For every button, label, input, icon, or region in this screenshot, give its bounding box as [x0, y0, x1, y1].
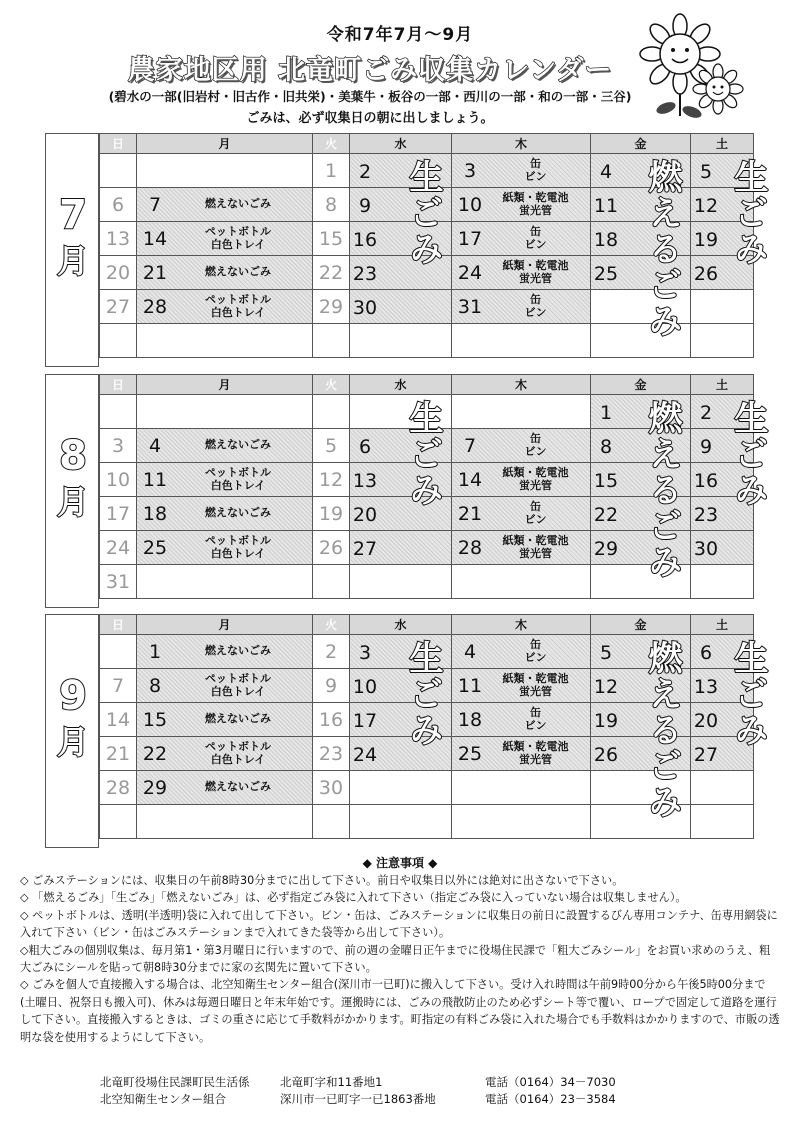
day-cell: 10 — [100, 463, 137, 497]
day-number: 23 — [693, 504, 719, 526]
month-label — [45, 133, 99, 367]
day-number: 2 — [358, 161, 372, 183]
garbage-type: ペットボトル 白色トレイ — [205, 533, 271, 560]
day-cell — [137, 737, 313, 771]
day-cell: 16 — [313, 703, 350, 737]
page-title: 農家地区用 北竜町ごみ収集カレンダー — [127, 55, 613, 86]
sat-raw-garbage-label: 生ごみ — [728, 400, 768, 508]
day-cell: 24 — [100, 531, 137, 565]
day-cell — [452, 429, 591, 463]
day-cell — [350, 565, 452, 599]
day-cell — [137, 154, 313, 188]
day-number: 20 — [693, 710, 719, 732]
day-cell — [691, 324, 754, 358]
day-cell — [137, 395, 313, 429]
day-number: 27 — [693, 744, 719, 766]
contact-org: 北竜町役場住民課町民生活係 — [100, 1075, 250, 1089]
day-cell: 30 — [313, 771, 350, 805]
day-number: 17 — [352, 710, 378, 732]
day-cell: 9 — [313, 669, 350, 703]
day-number: 28 — [142, 295, 168, 318]
day-number: 29 — [593, 538, 619, 560]
day-number: 5 — [599, 642, 613, 664]
day-number: 4 — [148, 434, 162, 457]
collection-notice: ごみは、必ず収集日の朝に出しましょう。 — [246, 111, 494, 126]
day-number: 24 — [352, 744, 378, 766]
garbage-type: 燃えないごみ — [205, 780, 271, 794]
garbage-type: 燃えないごみ — [205, 197, 271, 211]
month-number: 7 — [59, 192, 87, 238]
day-number: 22 — [142, 742, 168, 765]
fri-burnable-garbage-label: 燃えるごみ — [642, 640, 682, 820]
day-number: 25 — [142, 536, 168, 559]
day-number: 2 — [699, 402, 713, 424]
day-number: 14 — [142, 227, 168, 250]
day-cell — [100, 635, 137, 669]
day-cell: 8 — [313, 188, 350, 222]
day-cell: 5 — [313, 429, 350, 463]
note-item: ◇ ごみステーションには、収集日の午前8時30分までに出して下さい。前日や収集日以外には絶対に出さないで下さい。 — [20, 874, 624, 887]
day-cell — [100, 324, 137, 358]
day-cell — [691, 771, 754, 805]
day-number: 18 — [457, 708, 483, 731]
day-cell: 27 — [100, 290, 137, 324]
weekday-header: 金 — [591, 134, 691, 154]
day-cell — [137, 497, 313, 531]
day-number: 30 — [693, 538, 719, 560]
contact-row — [100, 1091, 720, 1108]
day-cell — [350, 324, 452, 358]
day-cell — [137, 771, 313, 805]
day-number: 21 — [457, 502, 483, 525]
day-cell: 2 — [313, 635, 350, 669]
garbage-type: 燃えないごみ — [205, 506, 271, 520]
day-number: 25 — [457, 742, 483, 765]
contact-phone: 電話（0164）34－7030 — [485, 1075, 616, 1089]
weekday-header: 火 — [313, 615, 350, 635]
garbage-type: ペットボトル 白色トレイ — [205, 292, 271, 319]
day-number: 18 — [142, 502, 168, 525]
weekday-header: 土 — [691, 134, 754, 154]
month-label — [45, 614, 99, 848]
day-cell — [137, 429, 313, 463]
day-number: 13 — [352, 470, 378, 492]
day-cell: 28 — [100, 771, 137, 805]
day-cell — [313, 565, 350, 599]
day-cell — [137, 703, 313, 737]
contact-row — [100, 1074, 720, 1091]
contact-org: 北空知衛生センター組合 — [100, 1092, 227, 1106]
day-cell — [452, 256, 591, 290]
day-cell: 6 — [100, 188, 137, 222]
day-cell: 20 — [100, 256, 137, 290]
day-cell: 26 — [313, 531, 350, 565]
garbage-type: ペットボトル 白色トレイ — [205, 739, 271, 766]
weekday-header: 水 — [350, 615, 452, 635]
day-number: 11 — [593, 195, 619, 217]
fri-burnable-garbage-label: 燃えるごみ — [642, 159, 682, 339]
note-item: ◇ ごみを個人で直接搬入する場合は、北空知衛生センター組合(深川市一已町)に搬入して下さい。受け入れ時間は午前9時00分から午後5時00分まで(土曜日、祝祭日も搬入可)、休みは毎週日曜日と年末年始です。運搬時には、ごみの飛散防止のため必ずシート等で覆い、ロープで固定して道路を運行して下さい。直接搬入するときは、ゴミの重さに応じて手数料がかかります。町指定の有料ごみ袋に入れた場合でも手数料はかかりますので、市販の透明な袋を使用するようにして下さい。 — [20, 978, 780, 1044]
weekday-header: 水 — [350, 375, 452, 395]
day-number: 7 — [463, 434, 477, 457]
day-cell — [137, 805, 313, 839]
day-cell — [137, 463, 313, 497]
day-cell — [137, 256, 313, 290]
day-number: 11 — [457, 674, 483, 697]
day-number: 30 — [352, 297, 378, 319]
day-cell — [452, 497, 591, 531]
day-cell: 17 — [100, 497, 137, 531]
day-cell — [452, 703, 591, 737]
day-cell — [452, 635, 591, 669]
month-label — [45, 374, 99, 608]
garbage-type: ペットボトル 白色トレイ — [205, 671, 271, 698]
day-number: 15 — [593, 470, 619, 492]
day-number: 10 — [352, 676, 378, 698]
day-number: 6 — [699, 642, 713, 664]
garbage-type: 缶 ビン — [524, 637, 547, 664]
day-number: 21 — [142, 261, 168, 284]
day-cell — [452, 154, 591, 188]
note-item: ◇ 「燃えるごみ」「生ごみ」「燃えないごみ」は、必ず指定ごみ袋に入れて下さい（指定ごみ袋に入っていない場合は収集しません）。 — [20, 891, 687, 905]
calendar-period: 令和7年7月～9月 — [326, 25, 474, 45]
day-number: 8 — [148, 674, 162, 697]
day-cell — [100, 154, 137, 188]
day-cell — [350, 531, 452, 565]
contact-phone: 電話（0164）23－3584 — [485, 1092, 616, 1106]
garbage-type: 缶 ビン — [524, 499, 547, 526]
day-number: 12 — [593, 676, 619, 698]
weekday-header: 日 — [100, 134, 137, 154]
day-cell — [137, 635, 313, 669]
contact-address: 北竜町字和11番地1 — [280, 1075, 383, 1089]
sat-raw-garbage-label: 生ごみ — [728, 159, 768, 267]
garbage-type: 燃えないごみ — [205, 438, 271, 452]
day-number: 3 — [358, 642, 372, 664]
day-number: 14 — [457, 468, 483, 491]
day-number: 26 — [593, 744, 619, 766]
garbage-type: 燃えないごみ — [205, 265, 271, 279]
weekday-header: 月 — [137, 134, 313, 154]
day-cell — [452, 805, 591, 839]
day-number: 12 — [693, 195, 719, 217]
day-cell — [100, 805, 137, 839]
garbage-type: 紙類・乾電池 蛍光管 — [502, 465, 569, 492]
contacts — [100, 1074, 720, 1108]
day-cell: 23 — [313, 737, 350, 771]
wed-raw-garbage-label: 生ごみ — [403, 159, 443, 267]
weekday-header: 木 — [452, 615, 591, 635]
wed-raw-garbage-label: 生ごみ — [403, 640, 443, 748]
fri-burnable-garbage-label: 燃えるごみ — [642, 400, 682, 580]
day-cell: 1 — [313, 154, 350, 188]
day-number: 19 — [693, 229, 719, 251]
day-number: 7 — [148, 193, 162, 216]
day-cell — [137, 531, 313, 565]
contact-address: 深川市一已町字一已1863番地 — [280, 1092, 436, 1106]
garbage-type: 缶 ビン — [524, 292, 547, 319]
day-number: 13 — [693, 676, 719, 698]
weekday-header: 木 — [452, 134, 591, 154]
weekday-header: 土 — [691, 615, 754, 635]
day-cell — [691, 565, 754, 599]
day-cell: 14 — [100, 703, 137, 737]
day-cell — [350, 805, 452, 839]
garbage-type: 缶 ビン — [524, 156, 547, 183]
day-cell: 29 — [313, 290, 350, 324]
weekday-header: 金 — [591, 375, 691, 395]
day-number: 3 — [463, 159, 477, 182]
day-number: 24 — [457, 261, 483, 284]
day-number: 18 — [593, 229, 619, 251]
day-number: 6 — [358, 436, 372, 458]
day-cell — [452, 771, 591, 805]
day-cell: 3 — [100, 429, 137, 463]
wed-raw-garbage-label: 生ごみ — [403, 400, 443, 508]
day-cell — [313, 805, 350, 839]
month-number: 9 — [59, 673, 87, 719]
month-kanji: 月 — [56, 483, 89, 521]
day-number: 28 — [457, 536, 483, 559]
weekday-header: 火 — [313, 375, 350, 395]
day-cell — [313, 395, 350, 429]
day-number: 29 — [142, 776, 168, 799]
month-number: 8 — [59, 433, 87, 479]
day-number: 25 — [593, 263, 619, 285]
day-cell: 21 — [100, 737, 137, 771]
day-cell — [137, 324, 313, 358]
weekday-header: 日 — [100, 615, 137, 635]
day-cell — [452, 290, 591, 324]
garbage-type: ペットボトル 白色トレイ — [205, 224, 271, 251]
day-number: 4 — [463, 640, 477, 663]
day-cell — [137, 290, 313, 324]
garbage-type: 紙類・乾電池 蛍光管 — [502, 533, 569, 560]
day-cell — [452, 188, 591, 222]
day-number: 15 — [142, 708, 168, 731]
day-cell — [691, 531, 754, 565]
weekday-header: 金 — [591, 615, 691, 635]
day-number: 17 — [457, 227, 483, 250]
sunflower-mascot-icon — [638, 12, 750, 120]
weekday-header: 日 — [100, 375, 137, 395]
day-number: 16 — [352, 229, 378, 251]
day-cell — [452, 324, 591, 358]
garbage-type: 燃えないごみ — [205, 644, 271, 658]
garbage-type: 燃えないごみ — [205, 712, 271, 726]
day-number: 20 — [352, 504, 378, 526]
day-cell — [691, 290, 754, 324]
day-cell — [452, 222, 591, 256]
garbage-type: 紙類・乾電池 蛍光管 — [502, 671, 569, 698]
day-cell: 31 — [100, 565, 137, 599]
day-cell: 7 — [100, 669, 137, 703]
day-number: 31 — [457, 295, 483, 318]
day-cell — [452, 737, 591, 771]
day-number: 10 — [457, 193, 483, 216]
day-cell — [452, 565, 591, 599]
day-cell — [350, 771, 452, 805]
weekday-header: 木 — [452, 375, 591, 395]
day-cell — [137, 188, 313, 222]
weekday-header: 月 — [137, 615, 313, 635]
garbage-type: 紙類・乾電池 蛍光管 — [502, 258, 569, 285]
day-cell — [137, 669, 313, 703]
garbage-type: ペットボトル 白色トレイ — [205, 465, 271, 492]
day-number: 5 — [699, 161, 713, 183]
note-item: ◇ ペットボトルは、透明(半透明)袋に入れて出して下さい。ビン・缶は、ごみステーションに収集日の前日に設置するびん専用コンテナ、缶専用網袋に入れて下さい（ビン・缶はごみステーションまで入れてきた袋等から出して下さい）。 — [20, 908, 778, 940]
weekday-header: 土 — [691, 375, 754, 395]
month-kanji: 月 — [56, 723, 89, 761]
day-cell: 15 — [313, 222, 350, 256]
notes-heading: ◆ 注意事項 ◆ — [362, 856, 438, 870]
day-cell — [137, 565, 313, 599]
day-number: 1 — [148, 640, 162, 663]
day-cell — [452, 395, 591, 429]
day-number: 23 — [352, 263, 378, 285]
day-number: 22 — [593, 504, 619, 526]
garbage-type: 缶 ビン — [524, 431, 547, 458]
sat-raw-garbage-label: 生ごみ — [728, 640, 768, 748]
day-number: 27 — [352, 538, 378, 560]
day-number: 1 — [599, 402, 613, 424]
weekday-header: 水 — [350, 134, 452, 154]
notes — [20, 872, 780, 1046]
day-cell — [691, 805, 754, 839]
day-number: 16 — [693, 470, 719, 492]
day-cell — [452, 669, 591, 703]
month-kanji: 月 — [56, 242, 89, 280]
day-number: 11 — [142, 468, 168, 491]
garbage-type: 紙類・乾電池 蛍光管 — [502, 739, 569, 766]
garbage-type: 缶 ビン — [524, 224, 547, 251]
day-number: 19 — [593, 710, 619, 732]
day-cell — [100, 395, 137, 429]
weekday-header: 火 — [313, 134, 350, 154]
day-number: 4 — [599, 161, 613, 183]
day-cell — [452, 531, 591, 565]
day-number: 9 — [699, 436, 713, 458]
day-cell — [452, 463, 591, 497]
month-calendar — [45, 374, 768, 608]
day-number: 8 — [599, 436, 613, 458]
day-number: 26 — [693, 263, 719, 285]
day-cell: 13 — [100, 222, 137, 256]
day-cell: 12 — [313, 463, 350, 497]
month-calendar — [45, 133, 768, 367]
garbage-type: 缶 ビン — [524, 705, 547, 732]
day-cell: 22 — [313, 256, 350, 290]
day-cell — [137, 222, 313, 256]
garbage-type: 紙類・乾電池 蛍光管 — [502, 190, 569, 217]
day-number: 9 — [358, 195, 372, 217]
day-cell — [313, 324, 350, 358]
month-calendar — [45, 614, 768, 848]
day-cell: 19 — [313, 497, 350, 531]
target-areas: (碧水の一部(旧岩村・旧古作・旧共栄)・美葉牛・板谷の一部・西川の一部・和の一部・三谷) — [108, 89, 632, 104]
weekday-header: 月 — [137, 375, 313, 395]
note-item: ◇粗大ごみの個別収集は、毎月第1・第3月曜日に行いますので、前の週の金曜日正午までに役場住民課で「粗大ごみシール」をお買い求めのうえ、粗大ごみにシールを貼って朝8時30分までに家の玄関先に置いて下さい。 — [20, 943, 771, 975]
day-cell — [350, 290, 452, 324]
